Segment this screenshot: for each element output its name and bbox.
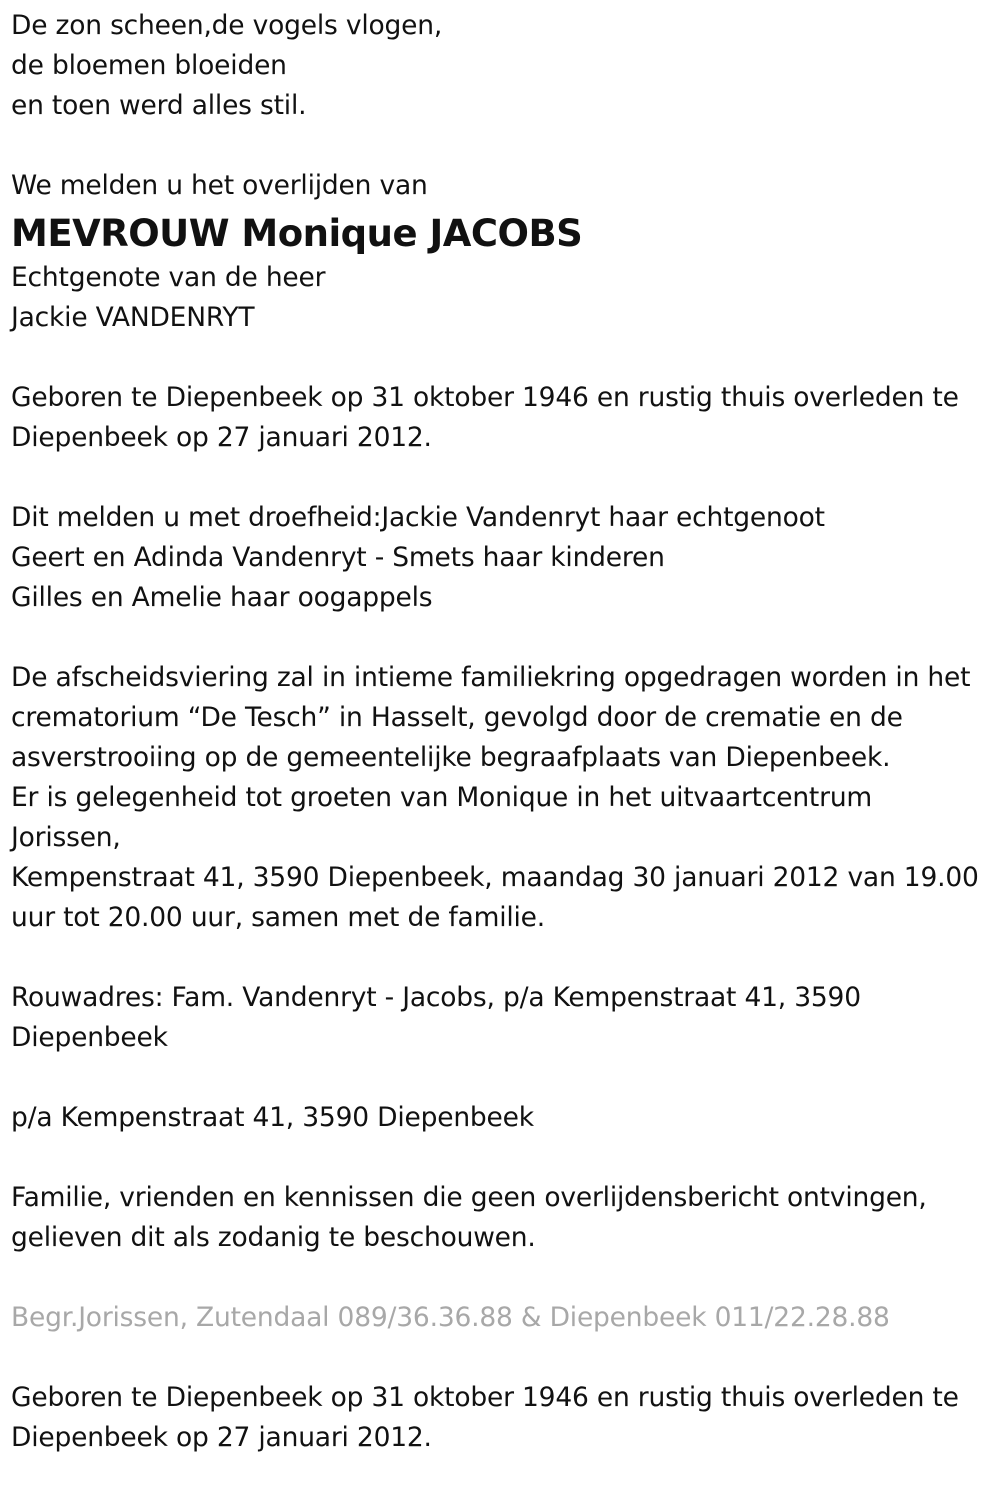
- spouse-line: Jackie VANDENRYT: [11, 302, 255, 333]
- ceremony-line: asverstrooiing op de gemeentelijke begraafplaats van Diepenbeek.: [11, 742, 891, 773]
- mourning-address-line: Rouwadres: Fam. Vandenryt - Jacobs, p/a Kempenstraat 41, 3590: [11, 982, 861, 1013]
- birth-death-line: Diepenbeek op 27 januari 2012.: [11, 422, 432, 453]
- mourner-line: Geert en Adinda Vandenryt - Smets haar kinderen: [11, 542, 665, 573]
- mourning-address: [11, 978, 996, 1058]
- deceased-name: MEVROUW Monique JACOBS: [11, 212, 583, 255]
- spouse-line: Echtgenote van de heer: [11, 262, 326, 293]
- birth-death-info: [11, 378, 996, 458]
- poem-line: de bloemen bloeiden: [11, 50, 287, 81]
- ceremony-line: Kempenstraat 41, 3590 Diepenbeek, maandag 30 januari 2012 van 19.00: [11, 862, 979, 893]
- notice-line: Familie, vrienden en kennissen die geen overlijdensbericht ontvingen,: [11, 1182, 927, 1213]
- intro-text: We melden u het overlijden van: [11, 170, 428, 201]
- ceremony-line: crematorium “De Tesch” in Hasselt, gevolgd door de crematie en de: [11, 702, 903, 733]
- poem-line: en toen werd alles stil.: [11, 90, 307, 121]
- spouse-info: [11, 258, 996, 338]
- poem-line: De zon scheen,de vogels vlogen,: [11, 10, 443, 41]
- birth-death-line: Diepenbeek op 27 januari 2012.: [11, 1422, 432, 1453]
- ceremony-info: [11, 658, 996, 938]
- mourning-address-line: Diepenbeek: [11, 1022, 168, 1053]
- birth-death-line: Geboren te Diepenbeek op 31 oktober 1946 en rustig thuis overleden te: [11, 1382, 959, 1413]
- mourners-list: [11, 498, 996, 618]
- ceremony-line: Er is gelegenheid tot groeten van Monique in het uitvaartcentrum: [11, 782, 873, 813]
- ceremony-line: Jorissen,: [11, 822, 121, 853]
- notice-line: gelieven dit als zodanig te beschouwen.: [11, 1222, 536, 1253]
- ceremony-line: uur tot 20.00 uur, samen met de familie.: [11, 902, 546, 933]
- mourner-line: Dit melden u met droefheid:Jackie Vandenryt haar echtgenoot: [11, 502, 825, 533]
- birth-death-info-repeat: [11, 1378, 996, 1458]
- poem: [11, 6, 996, 126]
- funeral-home-contact: Begr.Jorissen, Zutendaal 089/36.36.88 & Diepenbeek 011/22.28.88: [11, 1302, 890, 1333]
- mourner-line: Gilles en Amelie haar oogappels: [11, 582, 433, 613]
- birth-death-line: Geboren te Diepenbeek op 31 oktober 1946 en rustig thuis overleden te: [11, 382, 959, 413]
- address-repeat: p/a Kempenstraat 41, 3590 Diepenbeek: [11, 1102, 534, 1133]
- notice: [11, 1178, 996, 1258]
- ceremony-line: De afscheidsviering zal in intieme familiekring opgedragen worden in het: [11, 662, 971, 693]
- obituary-document: [11, 6, 996, 1458]
